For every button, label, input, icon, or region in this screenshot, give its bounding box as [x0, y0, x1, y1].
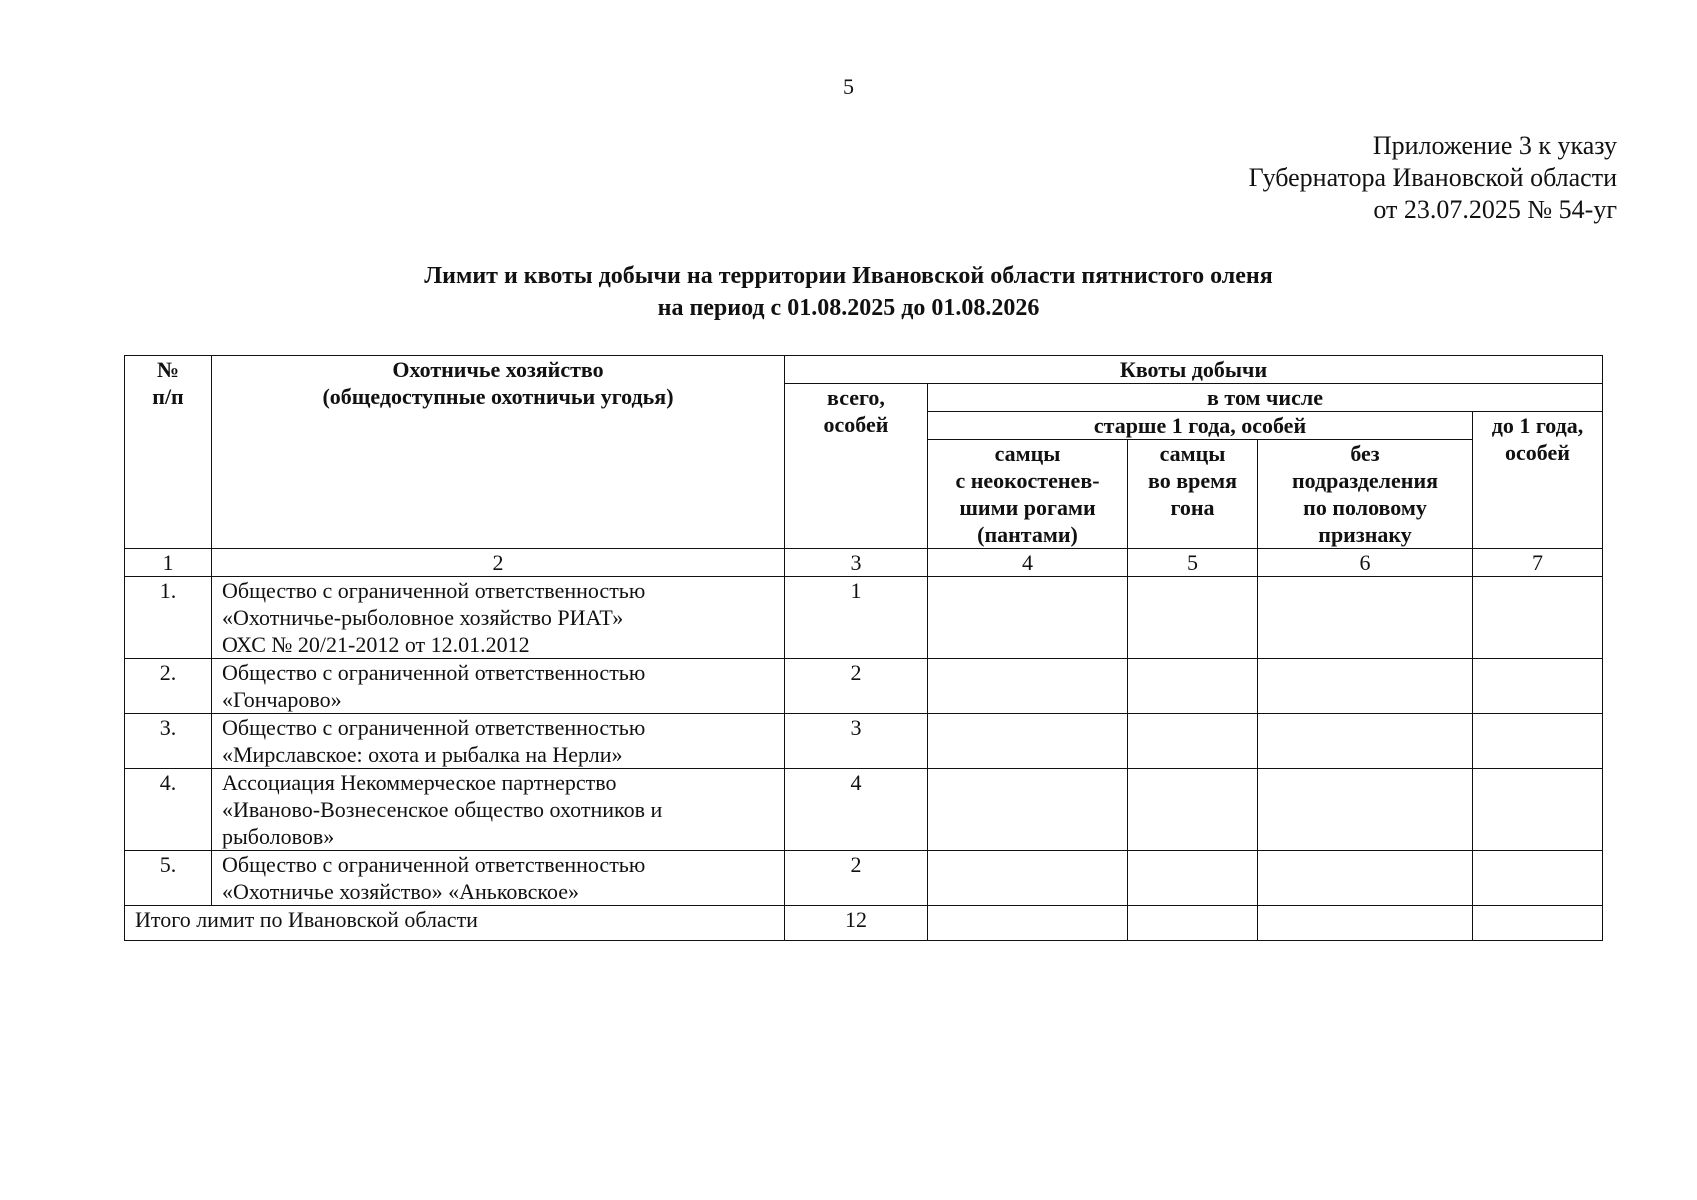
quota-total: 2 [785, 659, 928, 714]
farm-name [212, 714, 785, 769]
farm-name-line: Общество с ограниченной ответственностью [222, 715, 646, 740]
quota-no-sex-division [1258, 659, 1473, 714]
quota-under-one-year [1473, 577, 1603, 659]
header-num-line-2: п/п [152, 384, 184, 409]
header-row-1 [125, 356, 1603, 384]
farm-name-line: рыболовов» [222, 824, 335, 849]
header-quotas: Квоты добычи [785, 356, 1603, 384]
header-under-line-1: до 1 года, [1491, 413, 1584, 438]
header-under-line-2: особей [1505, 440, 1570, 465]
quota-table [124, 355, 1603, 941]
quota-under-one-year [1473, 851, 1603, 906]
quota-no-sex-division [1258, 714, 1473, 769]
quota-under-one-year [1473, 769, 1603, 851]
column-index: 7 [1473, 549, 1603, 577]
page-number: 5 [843, 74, 854, 99]
header-under-one-year [1473, 412, 1603, 549]
header-males-rut [1128, 440, 1258, 549]
appendix-reference [1249, 130, 1617, 226]
header-farm-line-1: Охотничье хозяйство [392, 357, 604, 382]
quota-males-antlers [928, 851, 1128, 906]
quota-total: 4 [785, 769, 928, 851]
header-males-antlers [928, 440, 1128, 549]
table-row [125, 714, 1603, 769]
row-number: 4. [125, 769, 212, 851]
quota-under-one-year [1473, 659, 1603, 714]
column-index: 2 [212, 549, 785, 577]
table-row [125, 577, 1603, 659]
farm-name-line: Общество с ограниченной ответственностью [222, 660, 646, 685]
header-farm-line-2: (общедоступные охотничьи угодья) [322, 384, 674, 409]
quota-total: 3 [785, 714, 928, 769]
total-value: 12 [785, 906, 928, 941]
farm-name-line: «Охотничье хозяйство» «Аньковское» [222, 879, 580, 904]
column-index: 3 [785, 549, 928, 577]
quota-males-antlers [928, 714, 1128, 769]
farm-name-line: Общество с ограниченной ответственностью [222, 852, 646, 877]
quota-under-one-year [1473, 714, 1603, 769]
farm-name [212, 659, 785, 714]
farm-name-line: «Охотничье-рыболовное хозяйство РИАТ» [222, 605, 624, 630]
header-antlers-line-2: с неокостенев- [955, 468, 1100, 493]
header-no-sex-division [1258, 440, 1473, 549]
column-index: 6 [1258, 549, 1473, 577]
quota-males-rut [1128, 659, 1258, 714]
farm-name-line: ОХС № 20/21-2012 от 12.01.2012 [222, 632, 530, 657]
farm-name [212, 769, 785, 851]
total-label: Итого лимит по Ивановской области [125, 906, 785, 941]
header-total-line-2: особей [823, 412, 889, 437]
header-num [125, 356, 212, 549]
header-rut-line-1: самцы [1159, 441, 1226, 466]
title-line-2: на период с 01.08.2025 до 01.08.2026 [657, 295, 1040, 321]
header-antlers-line-3: шими рогами [959, 495, 1096, 520]
quota-total: 1 [785, 577, 928, 659]
table-row [125, 769, 1603, 851]
header-rut-line-3: гона [1170, 495, 1215, 520]
quota-males-antlers [928, 659, 1128, 714]
quota-no-sex-division [1258, 577, 1473, 659]
total-no-sex-division [1258, 906, 1473, 941]
table-row [125, 659, 1603, 714]
quota-males-antlers [928, 769, 1128, 851]
row-number: 5. [125, 851, 212, 906]
header-num-line-1: № [156, 357, 180, 382]
column-index: 1 [125, 549, 212, 577]
row-number: 3. [125, 714, 212, 769]
table-row [125, 851, 1603, 906]
appendix-line-1: Приложение 3 к указу [1372, 131, 1617, 160]
farm-name-line: Общество с ограниченной ответственностью [222, 578, 646, 603]
farm-name [212, 851, 785, 906]
header-total-line-1: всего, [827, 385, 885, 410]
column-index-row [125, 549, 1603, 577]
total-males-antlers [928, 906, 1128, 941]
document-title [0, 260, 1697, 324]
title-line-1: Лимит и квоты добычи на территории Ивановской области пятнистого оленя [424, 263, 1273, 289]
quota-males-rut [1128, 714, 1258, 769]
header-nosex-line-4: признаку [1318, 522, 1412, 547]
farm-name-line: «Мирславское: охота и рыбалка на Нерли» [222, 742, 623, 767]
total-under-one-year [1473, 906, 1603, 941]
total-males-rut [1128, 906, 1258, 941]
header-nosex-line-2: подразделения [1291, 468, 1439, 493]
quota-no-sex-division [1258, 851, 1473, 906]
farm-name [212, 577, 785, 659]
header-total [785, 384, 928, 549]
farm-name-line: Ассоциация Некоммерческое партнерство [222, 770, 617, 795]
total-row [125, 906, 1603, 941]
header-nosex-line-3: по половому [1303, 495, 1427, 520]
quota-total: 2 [785, 851, 928, 906]
header-antlers-line-4: (пантами) [977, 522, 1078, 547]
column-index: 4 [928, 549, 1128, 577]
appendix-line-2: Губернатора Ивановской области [1248, 163, 1617, 192]
header-farm [212, 356, 785, 549]
quota-males-rut [1128, 851, 1258, 906]
quota-males-rut [1128, 769, 1258, 851]
row-number: 1. [125, 577, 212, 659]
quota-males-antlers [928, 577, 1128, 659]
column-index: 5 [1128, 549, 1258, 577]
farm-name-line: «Иваново-Вознесенское общество охотников и [222, 797, 663, 822]
header-older: старше 1 года, особей [928, 412, 1473, 440]
header-antlers-line-1: самцы [994, 441, 1061, 466]
appendix-line-3: от 23.07.2025 № 54-уг [1373, 195, 1617, 224]
header-nosex-line-1: без [1350, 441, 1380, 466]
header-rut-line-2: во время [1148, 468, 1237, 493]
row-number: 2. [125, 659, 212, 714]
quota-males-rut [1128, 577, 1258, 659]
quota-no-sex-division [1258, 769, 1473, 851]
farm-name-line: «Гончарово» [222, 687, 342, 712]
header-including: в том числе [928, 384, 1603, 412]
